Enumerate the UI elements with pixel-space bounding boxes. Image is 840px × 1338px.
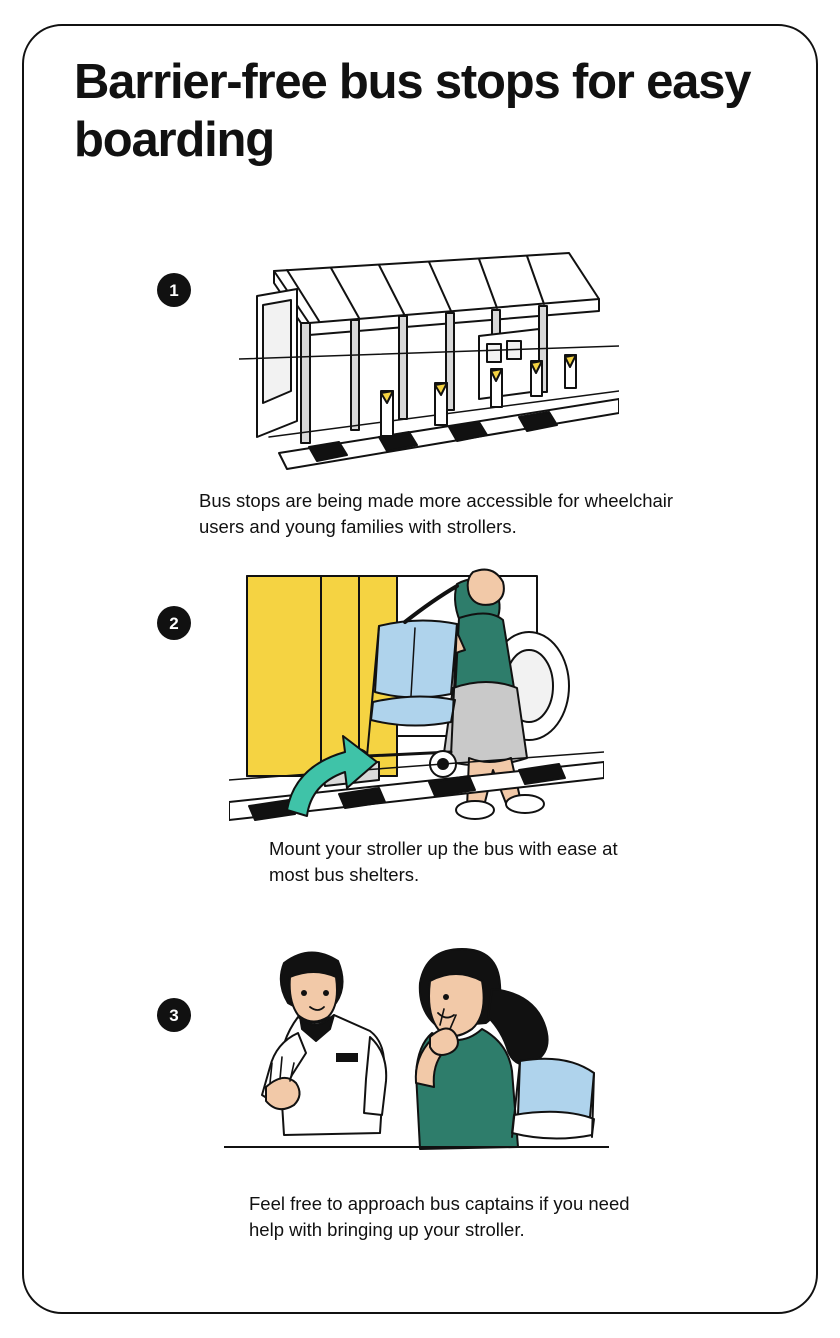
step-number-badge-1: 1 xyxy=(157,273,191,307)
step-number-badge-3: 3 xyxy=(157,998,191,1032)
stroller-boarding-bus-illustration xyxy=(229,566,604,841)
step-caption-1: Bus stops are being made more accessible for wheelchair users and young families with strollers. xyxy=(199,490,674,538)
step-caption-3: Feel free to approach bus captains if you need help with bringing up your stroller. xyxy=(249,1193,630,1241)
step-3 xyxy=(24,936,820,1256)
step-caption-2: Mount your stroller up the bus with ease at most bus shelters. xyxy=(269,838,618,886)
bus-captain-helping-passenger-illustration xyxy=(224,941,609,1166)
page-title: Barrier-free bus stops for easy boarding xyxy=(74,55,751,167)
step-2 xyxy=(24,566,820,896)
step-1 xyxy=(24,241,820,551)
poster-card xyxy=(22,24,818,1314)
bus-shelter-illustration xyxy=(239,241,619,471)
step-number-badge-2: 2 xyxy=(157,606,191,640)
